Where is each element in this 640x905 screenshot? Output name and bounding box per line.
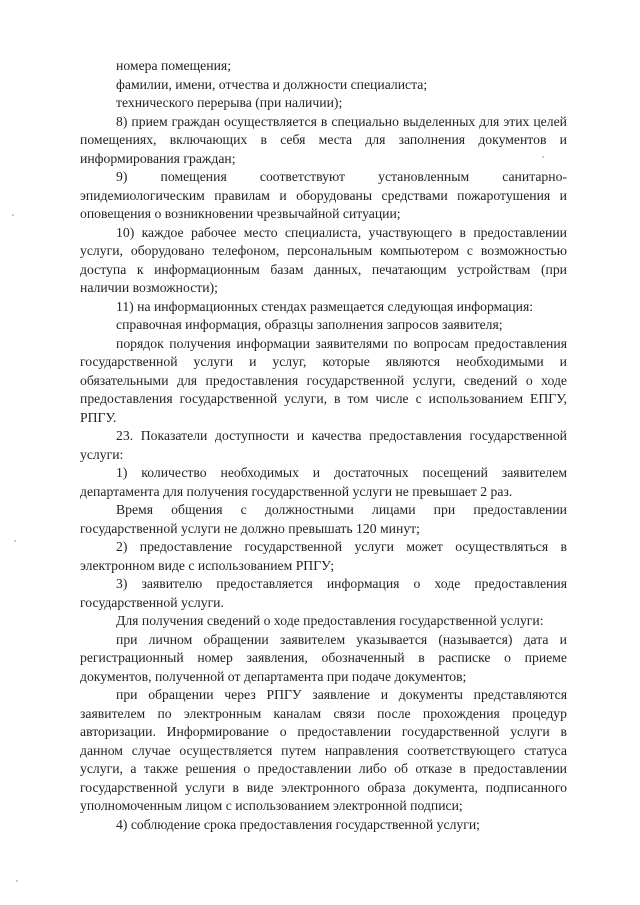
paragraph-item-9: 9) помещения соответствуют установленным санитарно-эпидемиологическим правилам и оборудованы средствами пожаротушения и оповещения о возникновении чрезвычайной ситуации;	[80, 169, 567, 221]
paragraph-room-number: номера помещения;	[116, 58, 231, 73]
paragraph-personal-appeal: при личном обращении заявителем указывается (называется) дата и регистрационный номер заявления, обозначенный в расписке о приеме документов, полученной от департамента при подаче документов;	[80, 631, 567, 684]
document-body	[80, 57, 567, 834]
scan-speck	[14, 540, 16, 542]
paragraph-info-procedure: порядок получения информации заявителями по вопросам предоставления государственной услуги и услуг, которые являются необходимыми и обязательными для предоставления государственной услуги, сведений о ходе предоставления государственной услуги, в том числе с использованием ЕПГУ, РПГУ.	[80, 335, 567, 425]
paragraph-progress-info: 3) заявителю предоставляется информация о ходе предоставления государственной услуги.	[80, 576, 567, 610]
paragraph-specialist-name: фамилии, имени, отчества и должности специалиста;	[116, 76, 428, 92]
paragraph-reference-info: справочная информация, образцы заполнения запросов заявителя;	[116, 317, 503, 332]
scan-speck	[12, 214, 14, 216]
scan-speck	[16, 880, 18, 882]
paragraph-rpgu-appeal: при обращении через РПГУ заявление и документы представляются заявителем по электронным каналам связи после прохождения процедур авторизации. Информирование о предоставлении государственной услуги в данном случае осуществляется путем направления соответствующего статуса услуги, а также решения о предоставлении либо об отказе в предоставлении государственной услуги в виде электронного образа документа, подписанного уполномоченным лицом с использованием электронной подписи;	[80, 687, 567, 813]
paragraph-item-10: 10) каждое рабочее место специалиста, участвующего в предоставлении услуги, оборудовано телефоном, персональным компьютером с возможностью доступа к информационным базам данных, печатающим устройствам (при наличии возможности);	[80, 224, 567, 295]
paragraph-communication-time: Время общения с должностными лицами при предоставлении государственной услуги не должно превышать 120 минут;	[80, 502, 567, 536]
paragraph-section-23: 23. Показатели доступности и качества предоставления государственной услуги:	[80, 428, 567, 462]
paragraph-deadline-compliance: 4) соблюдение срока предоставления государственной услуги;	[116, 816, 480, 832]
paragraph-electronic-form: 2) предоставление государственной услуги может осуществляться в электронном виде с использованием РПГУ;	[80, 539, 567, 573]
paragraph-obtaining-progress: Для получения сведений о ходе предоставления государственной услуги:	[116, 613, 544, 628]
paragraph-item-11: 11) на информационных стендах размещается следующая информация:	[116, 298, 534, 314]
scan-speck	[542, 156, 544, 158]
paragraph-visits-count: 1) количество необходимых и достаточных посещений заявителем департамента для получения государственной услуги не превышает 2 раз.	[80, 465, 567, 499]
paragraph-technical-break: технического перерыва (при наличии);	[116, 95, 343, 110]
paragraph-item-8: 8) прием граждан осуществляется в специально выделенных для этих целей помещениях, включающих в себя места для заполнения документов и информирования граждан;	[80, 113, 567, 166]
